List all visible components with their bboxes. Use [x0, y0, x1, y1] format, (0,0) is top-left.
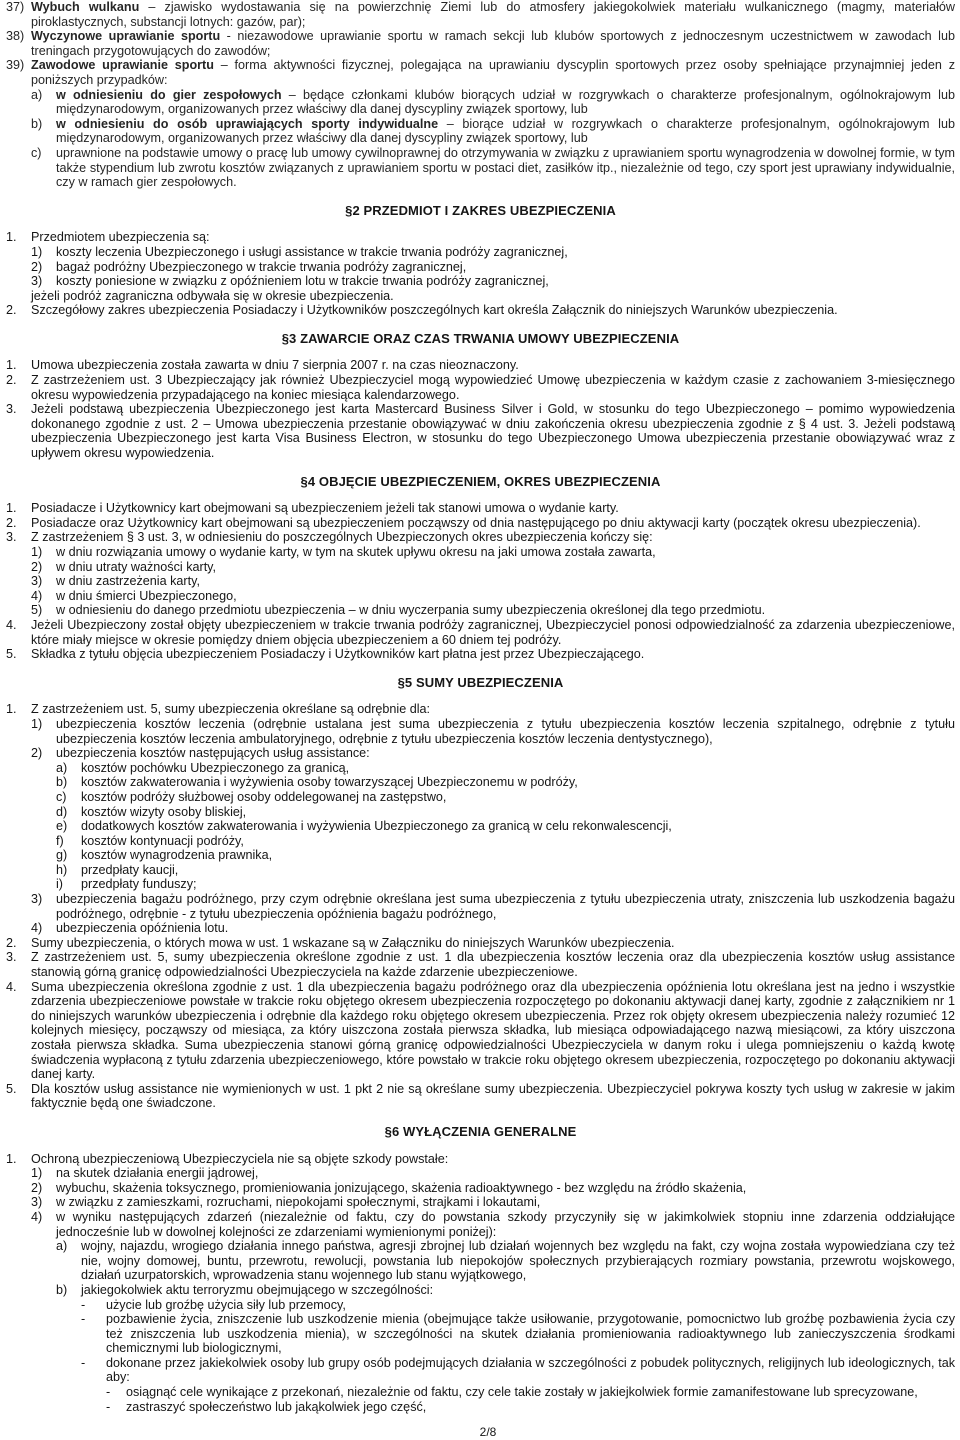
defined-term: Zawodowe uprawianie sportu	[31, 58, 214, 73]
dash-bullet: -	[106, 1385, 111, 1400]
item-letter: b)	[31, 116, 43, 131]
item-text: bagaż podróżny Ubezpieczonego w trakcie trwania podróży zagranicznej,	[56, 259, 467, 274]
definition-subitem	[6, 88, 955, 117]
paragraph-number: 1.	[6, 358, 17, 373]
document-page	[6, 0, 955, 1414]
list-item	[6, 560, 955, 575]
sub-list-item	[6, 819, 955, 834]
sub-list-item	[6, 848, 955, 863]
defined-term: w odniesieniu do gier zespołowych	[56, 87, 282, 102]
sub-list-item	[6, 761, 955, 776]
sub-list-item	[6, 834, 955, 849]
item-letter: i)	[56, 877, 63, 892]
paragraph-text: Posiadacze oraz Użytkownicy kart obejmowani są ubezpieczeniem począwszy od dnia następującego po dniu aktywacji karty (początek okresu ubezpieczenia).	[31, 515, 921, 530]
item-letter: a)	[56, 760, 68, 775]
paragraph	[6, 373, 955, 402]
item-text: kosztów kontynuacji podróży,	[81, 833, 244, 848]
list-item	[6, 717, 955, 746]
item-text: osiągnąć cele wynikające z przekonań, niezależnie od faktu, czy cele takie zostały w jakiejkolwiek formie zamanifestowane lub sprecyzowane,	[126, 1385, 918, 1400]
definition-text: uprawnione na podstawie umowy o pracę lub umowy cywilnoprawnej do otrzymywania w związku z uprawianiem sportu wynagrodzenia w dowolnej formie, w tym także stypendium lub zwrotu kosztów związanych z uprawianiem sportu w postaci diet, zasiłków itp., niezależnie od tego, czy sport jest uprawiany indywidualnie, czy w ramach gier zespołowych.	[56, 145, 955, 190]
nested-dash-list-item	[6, 1400, 955, 1415]
item-text: wybuchu, skażenia toksycznego, promieniowania jonizującego, skażenia radioaktywnego - bez względu na źródło skażenia,	[56, 1180, 747, 1195]
list-item	[6, 274, 955, 289]
item-text: kosztów podróży służbowej osoby oddelegowanej na zastępstwo,	[81, 789, 447, 804]
list-item	[6, 245, 955, 260]
section-heading: §3 ZAWARCIE ORAZ CZAS TRWANIA UMOWY UBEZPIECZENIA	[281, 330, 680, 346]
item-text: w związku z zamieszkami, rozruchami, niepokojami społecznymi, strajkami i lokautami,	[56, 1195, 541, 1210]
paragraph-text: Sumy ubezpieczenia, o których mowa w ust. 1 wskazane są w Załączniku do niniejszych Warunków ubezpieczenia.	[31, 935, 675, 950]
defined-term: Wyczynowe uprawianie sportu	[31, 29, 221, 44]
paragraph-text: Suma ubezpieczenia określona zgodnie z ust. 1 dla ubezpieczenia bagażu podróżnego oraz dla ubezpieczenia opóźnienia lotu określana jest na jedno i wszystkie zdarzenia ubezpieczeniowe powstałe w trakcie roku objętego okresem ubezpieczenia rozpoczętego po dokonaniu aktywacji danej karty, zgodnie z załącznikiem nr 1 do niniejszych warunków ubezpieczenia i odrębnie dla każdego roku objętego okresem ubezpieczenia. Przez rok objęty okresem ubezpieczenia należy rozumieć 12 kolejnych miesięcy, począwszy od miesiąca, za który uiszczona została pierwsza składka, lub miesiąca odpowiadającego nazwą miesiącowi, za który uiszczona została pierwsza składka. Suma ubezpieczenia stanowi górną granicę odpowiedzialności Ubezpieczyciela w danym roku i ulega pomniejszeniu o każdą kwotę świadczenia wypłaconą z tytułu zdarzenia ubezpieczeniowego, które powstało w trakcie roku objętego okresem ubezpieczenia, rozpoczętego po dokonaniu aktywacji danej karty.	[31, 979, 955, 1082]
item-text: wojny, najazdu, wrogiego działania innego państwa, agresji zbrojnej lub działań wojennych bez względu na fakt, czy wojna została wypowiedziana czy też nie, wojny domowej, buntu, przewrotu, rewolucji, powstania lub niepokojów społecznych przybierających rozmiary powstania, przewrotu wojskowego, działań uzurpatorskich, wprowadzenia stanu wojennego lub stanu wyjątkowego,	[81, 1239, 955, 1283]
item-text: zastraszyć społeczeństwo lub jakąkolwiek jego część,	[126, 1399, 427, 1414]
nested-dash-list-item	[6, 1385, 955, 1400]
item-letter: g)	[56, 848, 68, 863]
paragraph	[6, 303, 955, 318]
item-number: 3)	[31, 574, 43, 589]
section-heading: §2 PRZEDMIOT I ZAKRES UBEZPIECZENIA	[345, 202, 616, 218]
paragraph-text: Z zastrzeżeniem § 3 ust. 3, w odniesieniu do poszczególnych Ubezpieczonych okres ubezpieczenia kończy się:	[31, 530, 653, 545]
paragraph	[6, 936, 955, 951]
paragraph-text: Dla kosztów usług assistance nie wymienionych w ust. 1 pkt 2 nie są określane sumy ubezpieczenia. Ubezpieczyciel pokrywa koszty tych usług w zakresie w jakim faktycznie będą one świadczone.	[31, 1081, 955, 1111]
item-number: 4)	[31, 1209, 43, 1224]
list-item	[6, 260, 955, 275]
dash-bullet: -	[81, 1355, 86, 1370]
item-number: 2)	[31, 559, 43, 574]
item-text: w wyniku następujących zdarzeń (niezależnie od faktu, czy do powstania szkody przyczyniły się w jakimkolwiek stopniu inne zdarzenia oddziałujące jednocześnie lub w dowolnej kolejności ze zdarzeniami wymienionymi poniżej):	[56, 1209, 955, 1239]
item-number: 3)	[31, 892, 43, 907]
paragraph	[6, 516, 955, 531]
item-letter: d)	[56, 804, 68, 819]
paragraph-text: Posiadacze i Użytkownicy kart obejmowani są ubezpieczeniem jeżeli tak stanowi umowa o wydanie karty.	[31, 501, 619, 516]
paragraph	[6, 647, 955, 662]
paragraph-text: Przedmiotem ubezpieczenia są:	[31, 230, 210, 245]
item-letter: b)	[56, 775, 68, 790]
item-letter: b)	[56, 1282, 68, 1297]
sub-list-item	[6, 1283, 955, 1298]
paragraph-number: 3.	[6, 530, 17, 545]
definition-text: – będące członkami klubów biorących udział w rozgrywkach o charakterze profesjonalnym, ogólnokrajowym lub międzynarodowym, organizowanych przez właściwy dla danej dyscypliny związek sportowy, lub	[56, 87, 955, 117]
item-number: 1)	[31, 545, 43, 559]
paragraph	[6, 702, 955, 717]
paragraph	[6, 402, 955, 460]
item-text: jakiegokolwiek aktu terroryzmu obejmującego w szczególności:	[81, 1282, 434, 1297]
dash-bullet: -	[81, 1312, 86, 1327]
paragraph-number: 1.	[6, 501, 17, 516]
paragraph-number: 5.	[6, 647, 17, 662]
item-text: kosztów zakwaterowania i wyżywienia osoby towarzyszącej Ubezpieczonemu w podróży,	[81, 775, 578, 790]
paragraph	[6, 230, 955, 245]
item-text: kosztów wizyty osoby bliskiej,	[81, 804, 247, 819]
list-item	[6, 603, 955, 618]
paragraph-text: Umowa ubezpieczenia została zawarta w dniu 7 sierpnia 2007 r. na czas nieoznaczony.	[31, 358, 519, 373]
paragraph-number: 1.	[6, 702, 17, 717]
paragraph-number: 4.	[6, 617, 17, 632]
list-item	[6, 1210, 955, 1239]
item-letter: c)	[31, 145, 42, 160]
definitions-list	[6, 0, 955, 190]
item-text: ubezpieczenia opóźnienia lotu.	[56, 921, 229, 936]
item-number: 3)	[31, 1195, 43, 1210]
defined-term: Wybuch wulkanu	[31, 0, 140, 14]
list-item	[6, 921, 955, 936]
list-item	[6, 746, 955, 761]
paragraph-number: 3.	[6, 402, 17, 417]
item-letter: a)	[31, 87, 43, 102]
dash-bullet: -	[81, 1297, 86, 1312]
paragraph-text: Z zastrzeżeniem ust. 5, sumy ubezpieczenia określane są odrębnie dla:	[31, 702, 431, 717]
paragraph	[6, 501, 955, 516]
paragraph	[6, 950, 955, 979]
paragraph-text: Jeżeli Ubezpieczony został objęty ubezpieczeniem w trakcie trwania podróży zagranicznej, Ubezpieczyciel ponosi odpowiedzialność za zdarzenia ubezpieczeniowe, które miały miejsce w okresie pomiędzy dniem objęcia ubezpieczeniem a 60 dniem tej podróży.	[31, 617, 955, 647]
definition-subitem	[6, 117, 955, 146]
paragraph	[6, 1082, 955, 1111]
item-number: 2)	[31, 259, 43, 274]
item-text: przedpłaty funduszy;	[81, 877, 197, 892]
item-text: użycie lub groźbę użycia siły lub przemocy,	[106, 1297, 346, 1312]
paragraph	[6, 358, 955, 373]
dash-list-item	[6, 1312, 955, 1356]
section-heading: §4 OBJĘCIE UBEZPIECZENIEM, OKRES UBEZPIECZENIA	[300, 473, 661, 489]
sub-list-item	[6, 877, 955, 892]
item-text: ubezpieczenia kosztów następujących usług assistance:	[56, 746, 370, 761]
paragraph-number: 2.	[6, 515, 17, 530]
defined-term: w odniesieniu do osób uprawiających sporty indywidualne	[56, 116, 439, 131]
list-item	[6, 1166, 955, 1181]
dash-list-item	[6, 1298, 955, 1313]
paragraph-number: 4.	[6, 979, 17, 994]
paragraph-text: Szczegółowy zakres ubezpieczenia Posiadaczy i Użytkowników poszczególnych kart określa Załącznik do niniejszych Warunków ubezpieczenia.	[31, 303, 838, 318]
dash-list-item	[6, 1356, 955, 1385]
list-item	[6, 1195, 955, 1210]
item-number: 3)	[31, 274, 43, 289]
paragraph	[6, 618, 955, 647]
item-text: kosztów wynagrodzenia prawnika,	[81, 848, 273, 863]
paragraph-text: Z zastrzeżeniem ust. 3 Ubezpieczający jak również Ubezpieczyciel mogą wypowiedzieć Umowę ubezpieczenia w każdym czasie z zachowaniem 3-miesięcznego okresu wypowiedzenia przypadającego na koniec miesiąca kalendarzowego.	[31, 373, 955, 402]
definition-text: – biorące udział w rozgrywkach o charakterze profesjonalnym, ogólnokrajowym lub międzynarodowym, organizowanych przez właściwy dla danej dyscypliny związek sportowy, lub	[56, 116, 955, 146]
item-text: dodatkowych kosztów zakwaterowania i wyżywienia Ubezpieczonego za granicą w celu rekonwalescencji,	[81, 819, 672, 834]
item-text: koszty poniesione w związku z opóźnieniem lotu w trakcie trwania podróży zagranicznej,	[56, 274, 549, 289]
list-item	[6, 892, 955, 921]
dash-bullet: -	[106, 1399, 111, 1414]
item-number: 1)	[31, 716, 43, 731]
item-text: przedpłaty kaucji,	[81, 862, 179, 877]
section-heading: §5 SUMY UBEZPIECZENIA	[397, 674, 564, 690]
item-number: 2)	[31, 746, 43, 761]
item-text: dokonane przez jakiekolwiek osoby lub grupy osób podejmujących działania w szczególności z pobudek politycznych, religijnych lub ideologicznych, tak aby:	[106, 1355, 955, 1385]
item-text: w odniesieniu do danego przedmiotu ubezpieczenia – w dniu wyczerpania sumy ubezpieczenia określonej dla tego przedmiotu.	[56, 603, 766, 618]
item-number: 38)	[6, 29, 25, 44]
item-letter: e)	[56, 819, 68, 834]
definition-item	[6, 0, 955, 29]
item-number: 39)	[6, 58, 25, 73]
item-text: koszty leczenia Ubezpieczonego i usługi assistance w trakcie trwania podróży zagranicznej,	[56, 244, 568, 259]
page-number: 2/8	[479, 1425, 497, 1439]
paragraph	[6, 980, 955, 1082]
item-text: w dniu rozwiązania umowy o wydanie karty, w tym na skutek upływu okresu na jaki umowa została zawarta,	[56, 545, 656, 559]
item-text: w dniu śmierci Ubezpieczonego,	[56, 588, 237, 603]
item-text: w dniu zastrzeżenia karty,	[56, 574, 200, 589]
item-text: ubezpieczenia kosztów leczenia (odrębnie ustalana jest suma ubezpieczenia z tytułu ubezpieczenia kosztów leczenia szpitalnego, odrębnie z tytułu ubezpieczenia kosztów leczenia ambulatoryjnego, odrębnie z tytułu ubezpieczenia kosztów leczenia dentystycznego),	[56, 716, 955, 746]
item-number: 1)	[31, 1166, 43, 1181]
item-text: pozbawienie życia, zniszczenie lub uszkodzenie mienia (obejmujące także usiłowanie, przygotowanie, pomocnictwo lub groźbę pozbawienia życia czy też zniszczenia lub uszkodzenia mienia), w szczególności na skutek działania promieniowania radioaktywnego lub zanieczyszczenia środkami chemicznymi lub biologicznymi,	[106, 1312, 955, 1356]
list-item	[6, 545, 955, 560]
paragraph-number: 2.	[6, 303, 17, 318]
paragraph-text: Z zastrzeżeniem ust. 5, sumy ubezpieczenia określone zgodnie z ust. 1 dla ubezpieczenia kosztów leczenia oraz dla ubezpieczenia kosztów usług assistance stanowią górną granicę odpowiedzialności Ubezpieczyciela na każde zdarzenie ubezpieczeniowe.	[31, 950, 955, 980]
sub-list-item	[6, 1239, 955, 1283]
definition-item	[6, 29, 955, 58]
item-text: w dniu utraty ważności karty,	[56, 559, 217, 574]
item-letter: c)	[56, 789, 67, 804]
item-number: 4)	[31, 921, 43, 936]
paragraph	[6, 530, 955, 545]
item-number: 4)	[31, 588, 43, 603]
item-number: 2)	[31, 1180, 43, 1195]
item-number: 37)	[6, 0, 25, 14]
definition-subitem	[6, 146, 955, 190]
paragraph-number: 5.	[6, 1081, 17, 1096]
definition-text: – zjawisko wydostawania się na powierzchnię Ziemi lub do atmosfery jakiegokolwiek materiału wulkanicznego (magmy, materiałów piroklastycznych, substancji lotnych: gazów, par);	[31, 0, 955, 29]
paragraph-number: 3.	[6, 950, 17, 965]
sub-list-item	[6, 790, 955, 805]
paragraph-closing-text: jeżeli podróż zagraniczna odbywała się w okresie ubezpieczenia.	[31, 288, 394, 303]
item-text: kosztów pochówku Ubezpieczonego za granicą,	[81, 760, 350, 775]
definition-item	[6, 58, 955, 87]
item-number: 5)	[31, 603, 43, 618]
item-text: ubezpieczenia bagażu podróżnego, przy czym odrębnie określana jest suma ubezpieczenia z tytułu ubezpieczenia utraty, zniszczenia lub uszkodzenia bagażu podróżnego, odrębnie - z tytułu ubezpieczenia opóźnienia bagażu podróżnego,	[56, 892, 955, 921]
list-item	[6, 574, 955, 589]
definition-text: – forma aktywności fizycznej, polegająca na uprawianiu dyscyplin sportowych przez osoby spełniające przynajmniej jeden z poniższych przypadków:	[31, 58, 955, 87]
section-heading: §6 WYŁĄCZENIA GENERALNE	[384, 1123, 577, 1139]
item-letter: h)	[56, 862, 68, 877]
paragraph-text: Jeżeli podstawą ubezpieczenia Ubezpieczonego jest karta Mastercard Business Silver i Gold, w stosunku do tego Ubezpieczonego – pomimo wypowiedzenia dokonanego zgodnie z ust. 2 – Umowa ubezpieczenia przestanie obowiązywać w dniu zakończenia okresu ubezpieczenia zgodnie z § 4 ust. 3. Jeżeli podstawą ubezpieczenia Ubezpieczonego jest karta Visa Business Electron, w stosunku do tego Ubezpieczonego Umowa ubezpieczenia przestanie obowiązywać wraz z upływem okresu wypowiedzenia.	[31, 402, 955, 461]
paragraph-number: 1.	[6, 1151, 17, 1166]
item-letter: f)	[56, 833, 64, 848]
list-item	[6, 589, 955, 604]
paragraph-text: Ochroną ubezpieczeniową Ubezpieczyciela nie są objęte szkody powstałe:	[31, 1151, 449, 1166]
list-item	[6, 1181, 955, 1196]
sub-list-item	[6, 775, 955, 790]
item-letter: a)	[56, 1239, 68, 1254]
paragraph-text: Składka z tytułu objęcia ubezpieczeniem Posiadaczy i Użytkowników kart płatna jest przez Ubezpieczającego.	[31, 647, 645, 662]
paragraph	[6, 1152, 955, 1167]
paragraph-number: 1.	[6, 230, 17, 245]
paragraph-number: 2.	[6, 373, 17, 388]
item-number: 1)	[31, 244, 43, 259]
sub-list-item	[6, 805, 955, 820]
definition-text: - niezawodowe uprawianie sportu w ramach sekcji lub klubów sportowych z jednoczesnym uczestnictwem w zawodach lub treningach przygotowujących do zawodów;	[31, 29, 955, 58]
sub-list-item	[6, 863, 955, 878]
paragraph-number: 2.	[6, 935, 17, 950]
item-text: na skutek działania energii jądrowej,	[56, 1166, 259, 1181]
